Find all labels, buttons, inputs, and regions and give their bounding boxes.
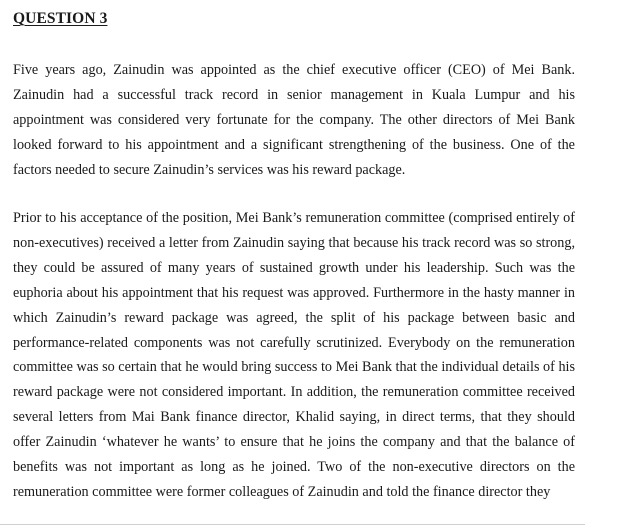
page-divider (0, 524, 585, 525)
question-heading: QUESTION 3 (13, 10, 108, 27)
paragraph-remuneration: Prior to his acceptance of the position, Mei Bank’s remuneration committee (comprised entirely of non-executives) received a letter from Zainudin saying that because his track record was so strong, they could be assured of many years of sustained growth under his leadership. Such was the euphoria about his appointment that his request was approved. Furthermore in the hasty manner in which Zainudin’s reward package was agreed, the split of his package between basic and performance-related components was not carefully scrutinized. Everybody on the remuneration committee was so certain that he would bring success to Mei Bank that the individual details of his reward package were not considered important. In addition, the remuneration committee received several letters from Mai Bank finance director, Khalid saying, in direct terms, that they should offer Zainudin ‘whatever he wants’ to ensure that he joins the company and that the balance of benefits was not important as long as he joined. Two of the non-executive directors on the remuneration committee were former colleagues of Zainudin and told the finance director they (13, 210, 575, 500)
paragraph-intro: Five years ago, Zainudin was appointed as the chief executive officer (CEO) of Mei Bank. Zainudin had a successful track record in senior management in Kuala Lumpur and his appointment was considered very fortunate for the company. The other directors of Mei Bank looked forward to his appointment and a significant strengthening of the business. One of the factors needed to secure Zainudin’s services was his reward package. (13, 62, 575, 178)
